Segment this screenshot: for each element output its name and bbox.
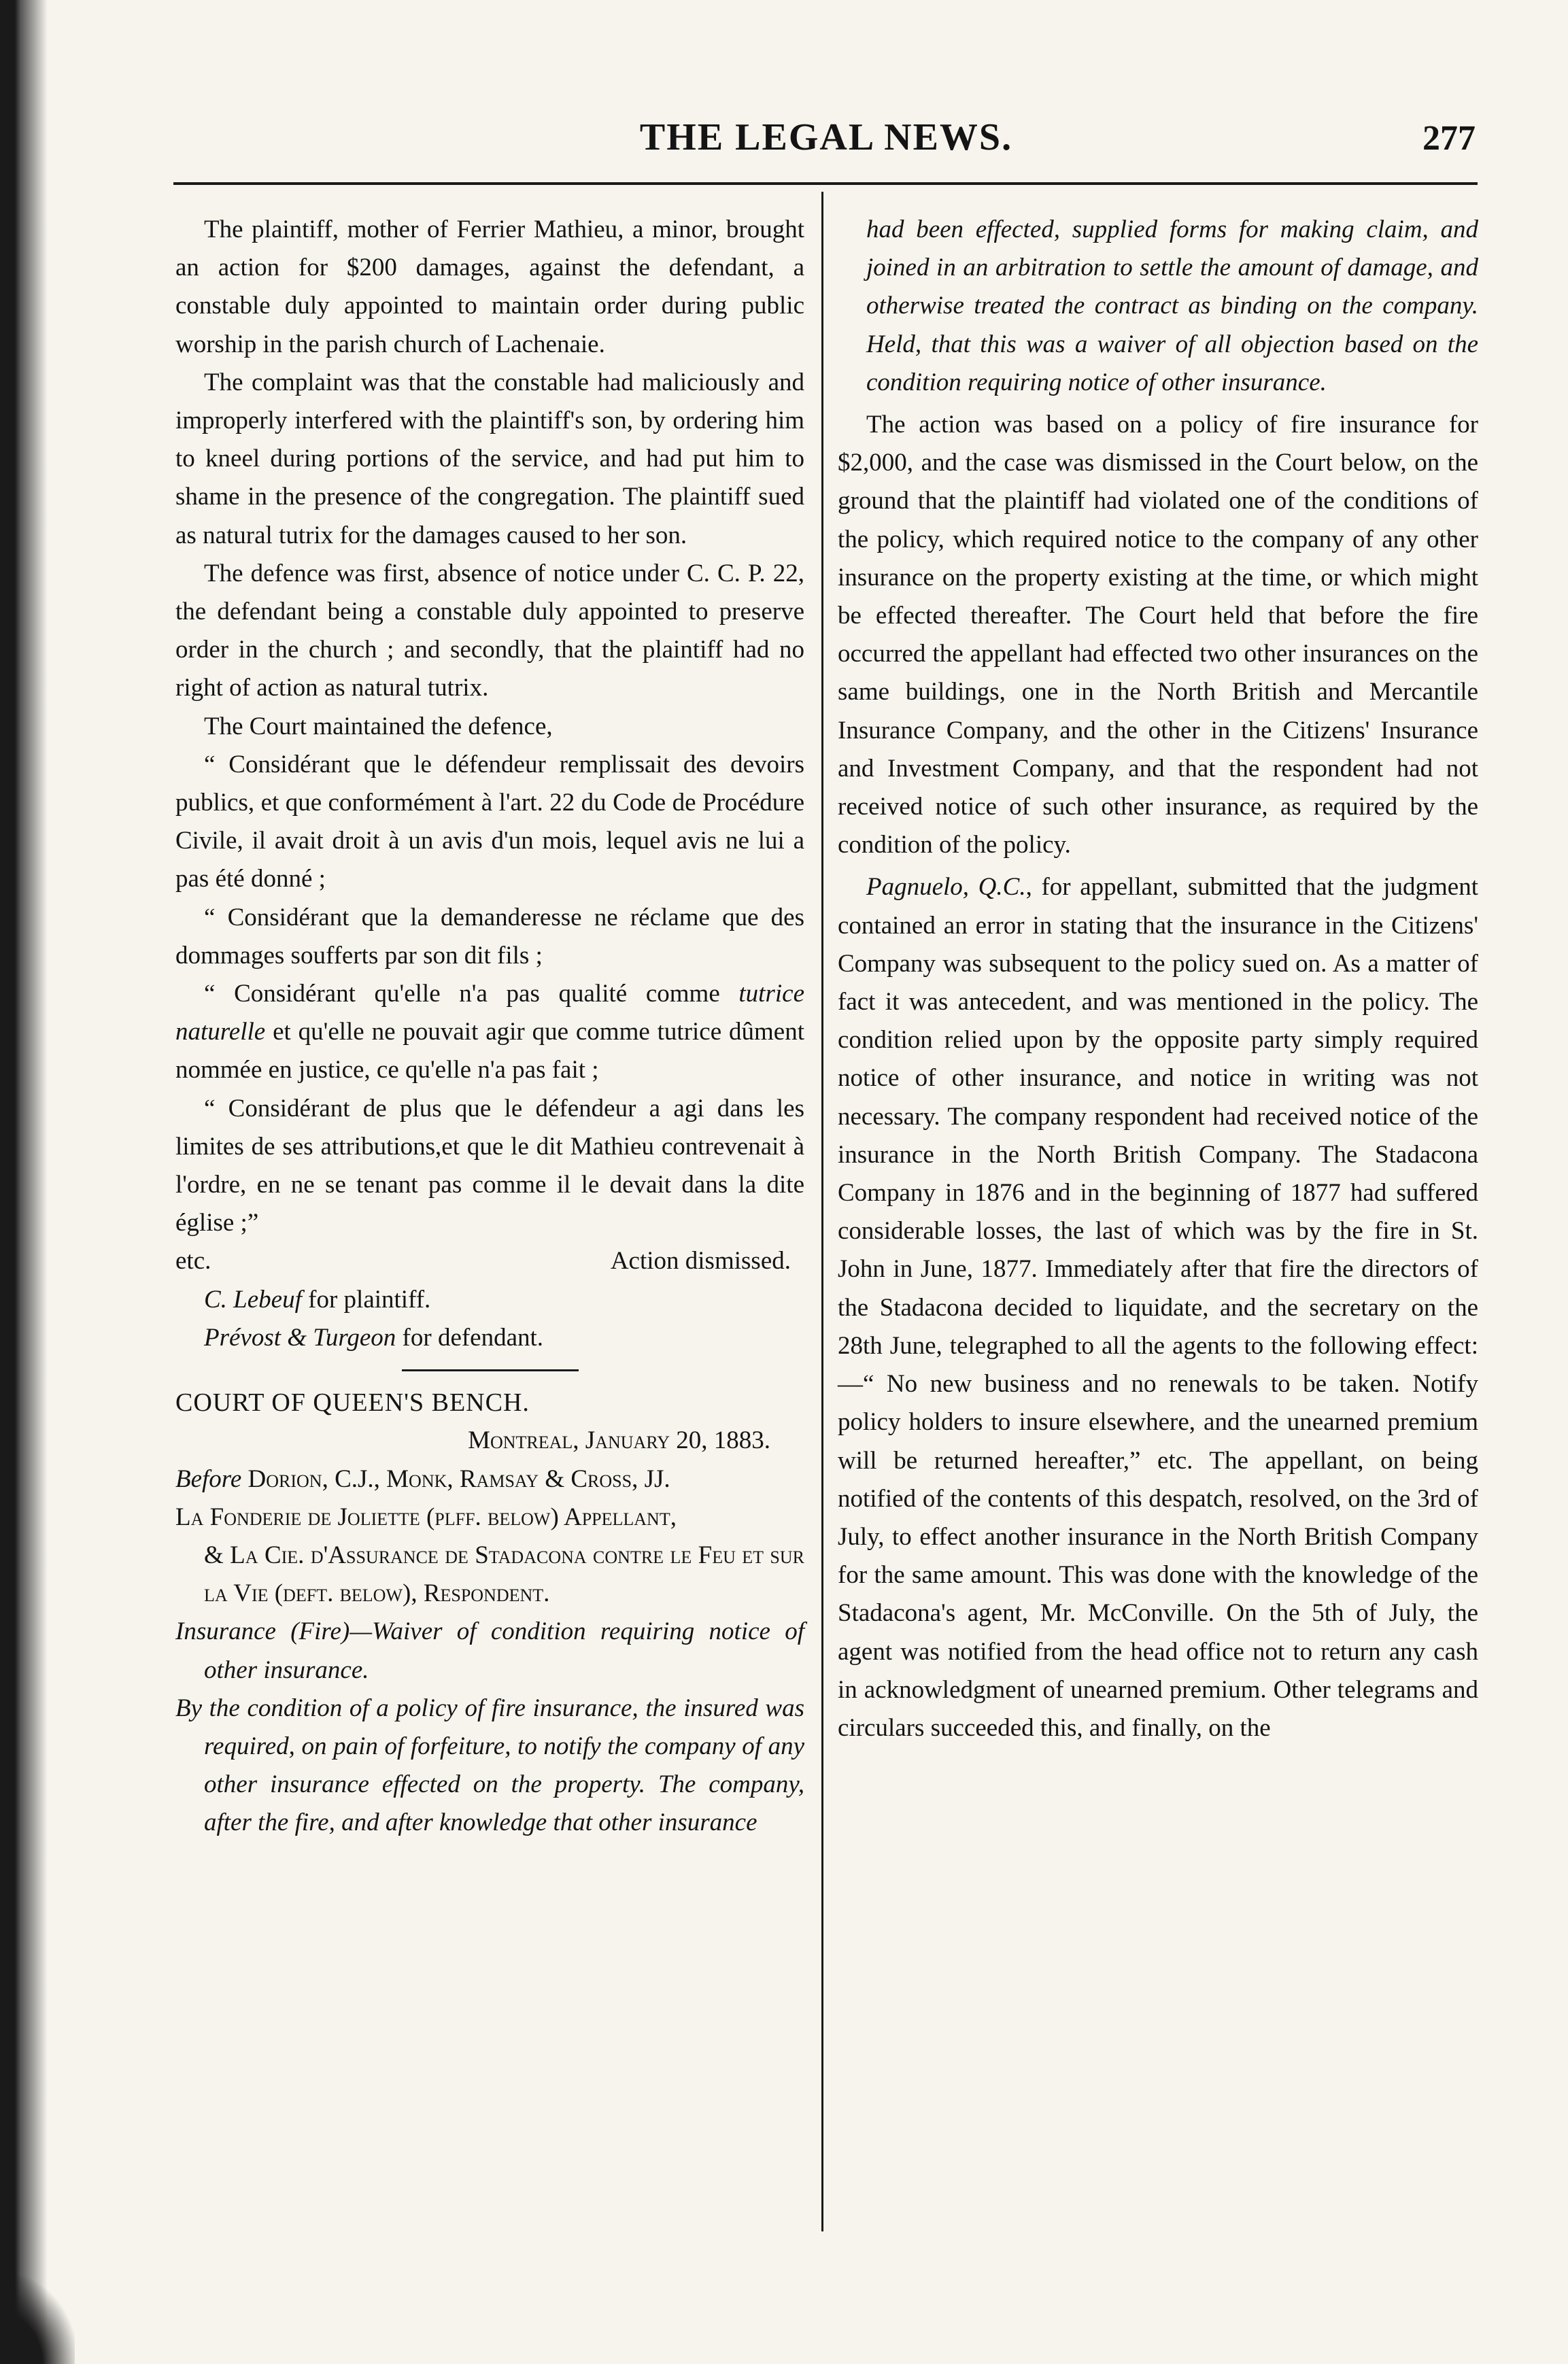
- page-number: 277: [1422, 119, 1476, 158]
- court-heading: COURT OF QUEEN'S BENCH.: [175, 1388, 530, 1418]
- paragraph: The Court maintained the defence,: [204, 712, 553, 740]
- place-date: Montreal, January 20, 1883.: [468, 1426, 770, 1455]
- parties-respondent: & La Cie. d'Assurance de Stadacona contre le Feu et sur la Vie (deft. below), Respondent.: [204, 1541, 804, 1608]
- column-rule: [821, 192, 823, 2231]
- headnote-continued: had been effected, supplied forms for making claim, and joined in an arbitration to settle the amount of damage, and otherwise treated the contract as binding on the company. Held, that this was a waiver of all objection based on the condition requiring notice of other insurance.: [866, 216, 1478, 396]
- paragraph: The complaint was that the constable had maliciously and improperly interfered with the plaintiff's son, by ordering him to kneel during portions of the service, and had put him to shame in the presence of the congregation. The plaintiff sued as natural tutrix for the damages caused to her son.: [175, 368, 804, 549]
- counsel-name: C. Lebeuf: [204, 1285, 302, 1314]
- paragraph: The defence was first, absence of notice under C. C. P. 22, the defendant being a constable duly appointed to preserve order in the church ; and secondly, that the plaintiff had no right of action as natural tutrix.: [175, 559, 804, 702]
- paragraph: The plaintiff, mother of Ferrier Mathieu, a minor, brought an action for $200 damages, against the defendant, a constable duly appointed to maintain order during public worship in the parish church of Lachenaie.: [175, 216, 804, 358]
- disposition-line: [175, 1242, 804, 1280]
- paragraph: The action was based on a policy of fire insurance for $2,000, and the case was dismissed in the Court below, on the ground that the plaintiff had violated one of the conditions of the policy, which required notice to the company of any other insurance on the property existing at the time, or which might be effected thereafter. The Court held that before the fire occurred the appellant had effected two other insurances on the same buildings, one in the North British and Mercantile Insurance Company, and the other in the Citizens' Insurance and Investment Company, and that the respondent had not received notice of such other insurance, as required by the condition of the policy.: [838, 411, 1478, 859]
- bench-line: [175, 1460, 804, 1498]
- action-dismissed: Action dismissed.: [610, 1247, 791, 1275]
- etc-text: etc.: [175, 1247, 211, 1275]
- parties-appellant: La Fonderie de Joliette (plff. below) Appellant,: [175, 1503, 677, 1531]
- counsel-name: Prévost & Turgeon: [204, 1323, 396, 1352]
- text-run: , for appellant, submitted that the judgment contained an error in stating that the insurance in the Citizens' Company was subsequent to the policy sued on. As a matter of fact it was antecedent, and was mentioned in the policy. The condition relied upon by the opposite party simply required notice of other insurance, and notice in writing was not necessary. The company respondent had received notice of the insurance in the North British Company. The Stadacona Company in 1876 and in the beginning of 1877 had suffered considerable losses, the last of which was by the fire in St. John in June, 1877. Immediately after that fire the directors of the Stadacona decided to liquidate, and the secretary on the 28th June, telegraphed to all the agents to the following effect:—“ No new business and no renewals to be taken. Notify policy holders to insure elsewhere, and the unearned premium will be returned hereafter,” etc. The appellant, on being notified of the contents of this despatch, resolved, on the 3rd of July, to effect another insurance in the North British Company for the same amount. This was done with the knowledge of the Stadacona's agent, Mr. McConville. On the 5th of July, the agent was notified from the head office not to return any cash in acknowledgment of unearned premium. Other telegrams and circulars succeeded this, and finally, on the: [838, 873, 1479, 1742]
- counsel-plaintiff: [175, 1281, 804, 1319]
- paragraph: [175, 975, 804, 1090]
- paragraph: “ Considérant que la demanderesse ne réclame que des dommages soufferts par son dit fils ;: [175, 903, 804, 970]
- binding-shadow: [0, 0, 48, 2364]
- subject-line: Insurance (Fire)—Waiver of condition requiring notice of other insurance.: [175, 1617, 804, 1684]
- counsel-name: Pagnuelo, Q.C.: [866, 873, 1026, 902]
- headnote: By the condition of a policy of fire insurance, the insured was required, on pain of forfeiture, to notify the company of any other insurance effected on the property. The company, after the fire, and after knowledge that other insurance: [175, 1694, 804, 1837]
- before-label: Before: [175, 1464, 242, 1493]
- running-title: THE LEGAL NEWS.: [639, 116, 1013, 158]
- right-column: [838, 211, 1478, 1747]
- text-run: et qu'elle ne pouvait agir que comme tutrice dûment nommée en justice, ce qu'elle n'a pas fait ;: [175, 1018, 804, 1084]
- text-run: “ Considérant qu'elle n'a pas qualité comme: [204, 980, 739, 1008]
- left-column: [175, 211, 804, 1843]
- page-header: [177, 102, 1476, 163]
- counsel-defendant: [175, 1319, 804, 1357]
- italic-text: tutrice naturelle: [175, 980, 804, 1046]
- header-rule: [173, 182, 1478, 185]
- paragraph: “ Considérant que le défendeur remplissait des devoirs publics, et que conformément à l'art. 22 du Code de Procédure Civile, il avait droit à un avis d'un mois, lequel avis ne lui a pas été donné ;: [175, 750, 804, 893]
- binding-shadow-bottom: [0, 2276, 75, 2364]
- paragraph: “ Considérant de plus que le défendeur a agi dans les limites de ses attributions,et que le dit Mathieu contrevenait à l'ordre, en ne se tenant pas comme il le devait dans la dite église ;”: [175, 1094, 804, 1237]
- judges: Dorion, C.J., Monk, Ramsay & Cross, JJ.: [241, 1464, 670, 1493]
- paragraph: [838, 868, 1478, 1747]
- section-separator: [402, 1369, 579, 1371]
- counsel-role: for plaintiff.: [301, 1285, 431, 1314]
- counsel-role: for defendant.: [396, 1323, 544, 1352]
